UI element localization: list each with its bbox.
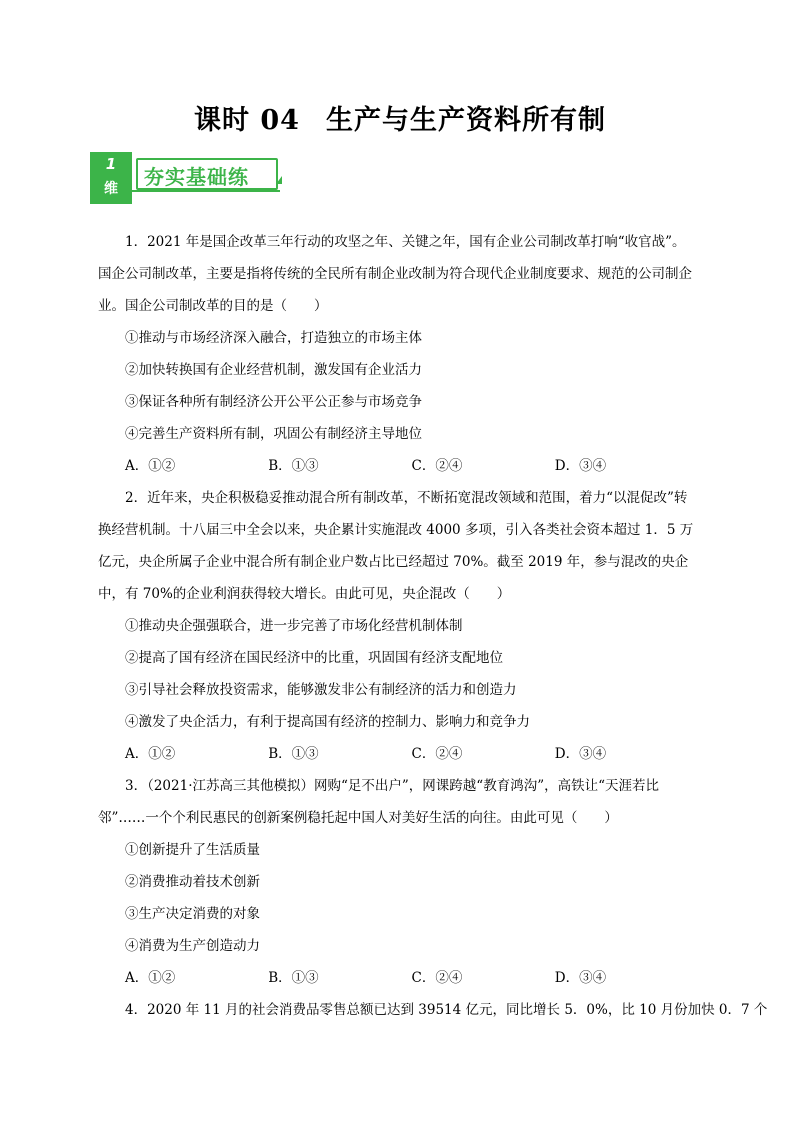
section-wei: 维 xyxy=(104,181,118,197)
option-item: ②加快转换国有企业经营机制，激发国有企业活力 xyxy=(125,362,422,378)
option-item: ①创新提升了生活质量 xyxy=(125,842,260,858)
question-stem: 3．（2021·江苏高三其他模拟）网购“足不出户”，网课跨越“教育鸿沟”，高铁让“天涯若比邻”……一个个利民惠民的创新案例稳托起中国人对美好生活的向往。由此可见（ ） xyxy=(98,778,659,826)
question-3 xyxy=(98,770,698,994)
choice-b[interactable]: B．①③ xyxy=(268,746,319,762)
banner-corner-decoration xyxy=(276,176,282,184)
choice-c[interactable]: C．②④ xyxy=(411,746,463,762)
question-1 xyxy=(98,226,698,482)
question-stem: 2．近年来，央企积极稳妥推动混合所有制改革，不断拓宽混改领域和范围，着力“以混促改”转换经营机制。十八届三中全会以来，央企累计实施混改 4000 多项，引入各类社会资本超过 1．5 万亿元，央企所属子企业中混合所有制企业户数占比已经超过 70%。截至 2019 年，参与混改的央企中，有 70%的企业利润获得较大增长。由此可见，央企混改（ ） xyxy=(98,490,694,602)
option-item: ③生产决定消费的对象 xyxy=(125,906,260,922)
option-item: ②提高了国有经济在国民经济中的比重，巩固国有经济支配地位 xyxy=(125,650,503,666)
choice-c[interactable]: C．②④ xyxy=(411,458,463,474)
choice-a[interactable]: A．①② xyxy=(125,458,176,474)
section-number: 1 xyxy=(105,155,117,173)
option-item: ④完善生产资料所有制，巩固公有制经济主导地位 xyxy=(125,426,422,442)
choice-c[interactable]: C．②④ xyxy=(411,970,463,986)
section-label: 夯实基础练 xyxy=(144,165,249,189)
banner-underline xyxy=(132,190,280,192)
questions xyxy=(98,226,768,1026)
title-main: 生产与生产资料所有制 xyxy=(325,105,606,136)
question-stem: 4．2020 年 11 月的社会消费品零售总额已达到 39514 亿元，同比增长 5．0%，比 10 月份加快 0．7 个 xyxy=(125,1002,768,1018)
question-2 xyxy=(98,482,698,770)
section-badge xyxy=(90,152,132,204)
answer-choices xyxy=(98,450,698,482)
section-banner xyxy=(90,152,290,204)
option-item: ③引导社会释放投资需求，能够激发非公有制经济的活力和创造力 xyxy=(125,682,517,698)
choice-d[interactable]: D．③④ xyxy=(554,746,607,762)
choice-b[interactable]: B．①③ xyxy=(268,970,319,986)
answer-choices xyxy=(98,738,698,770)
title-prefix: 课时 04 xyxy=(194,105,300,136)
question-stem: 1．2021 年是国企改革三年行动的攻坚之年、关键之年，国有企业公司制改革打响“收官战”。国企公司制改革，主要是指将传统的全民所有制企业改制为符合现代企业制度要求、规范的公司制企业。国企公司制改革的目的是（ ） xyxy=(98,234,692,314)
option-item: ③保证各种所有制经济公开公平公正参与市场竞争 xyxy=(125,394,422,410)
answer-choices xyxy=(98,962,698,994)
choice-a[interactable]: A．①② xyxy=(125,970,176,986)
choice-a[interactable]: A．①② xyxy=(125,746,176,762)
question-4 xyxy=(98,994,768,1026)
choice-b[interactable]: B．①③ xyxy=(268,458,319,474)
choice-d[interactable]: D．③④ xyxy=(554,458,607,474)
section-label-box xyxy=(136,158,278,190)
option-item: ④消费为生产创造动力 xyxy=(125,938,260,954)
option-item: ①推动央企强强联合，进一步完善了市场化经营机制体制 xyxy=(125,618,463,634)
choice-d[interactable]: D．③④ xyxy=(554,970,607,986)
option-item: ①推动与市场经济深入融合，打造独立的市场主体 xyxy=(125,330,422,346)
option-item: ④激发了央企活力，有利于提高国有经济的控制力、影响力和竞争力 xyxy=(125,714,530,730)
option-item: ②消费推动着技术创新 xyxy=(125,874,260,890)
page-title xyxy=(0,98,794,137)
